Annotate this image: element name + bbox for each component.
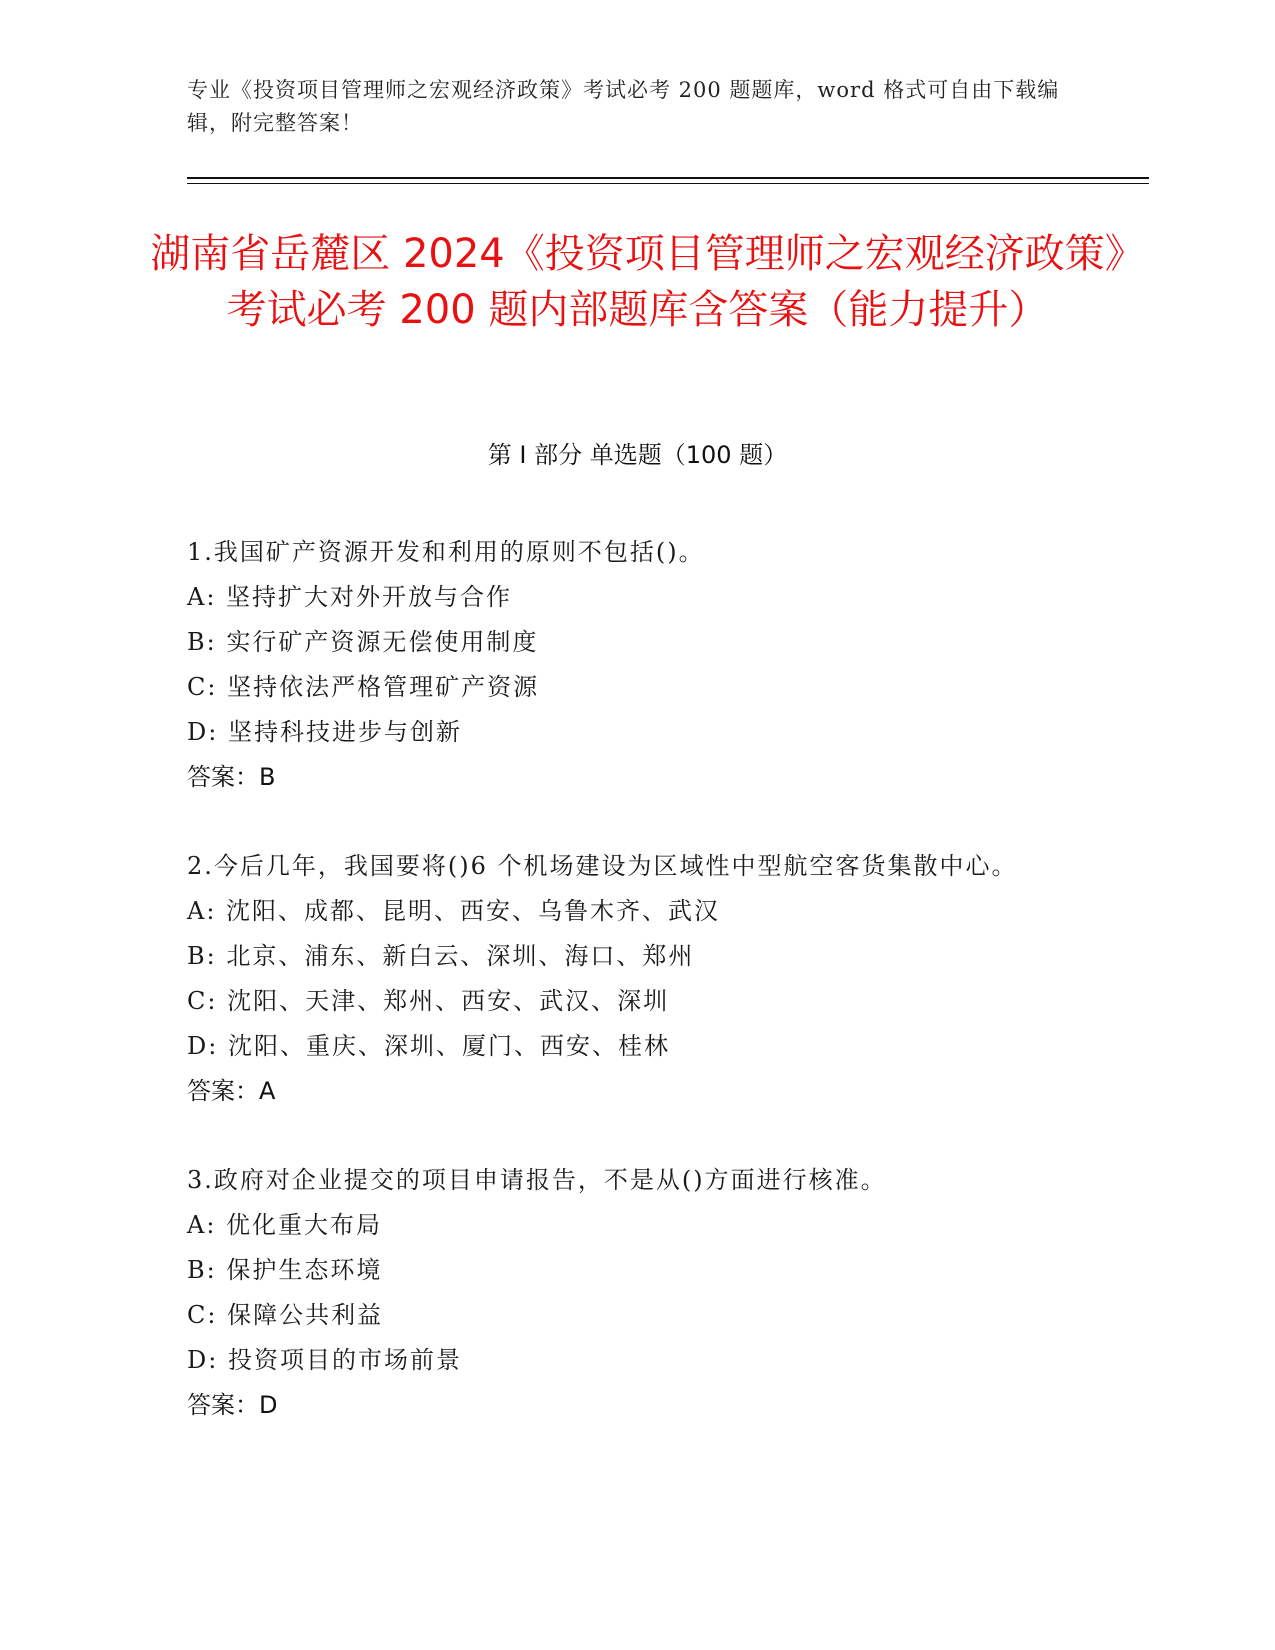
question-stem: 2.今后几年，我国要将()6 个机场建设为区域性中型航空客货集散中心。 xyxy=(187,852,1018,880)
option-a: A: 优化重大布局 xyxy=(187,1211,383,1239)
option-b: B: 保护生态环境 xyxy=(187,1256,383,1284)
answer: 答案：D xyxy=(187,1391,278,1419)
option-c: C: 保障公共利益 xyxy=(187,1301,384,1329)
question-stem: 1.我国矿产资源开发和利用的原则不包括()。 xyxy=(187,538,705,566)
document-title: 湖南省岳麓区 2024《投资项目管理师之宏观经济政策》考试必考 200 题内部题库含答案（能力提升） xyxy=(150,231,1125,333)
header-note: 专业《投资项目管理师之宏观经济政策》考试必考 200 题题库，word 格式可自由下载编辑，附完整答案！ xyxy=(187,78,1060,135)
section-title: 第 I 部分 单选题（100 题） xyxy=(487,441,788,469)
question-stem: 3.政府对企业提交的项目申请报告，不是从()方面进行核准。 xyxy=(187,1166,887,1194)
option-a: A: 坚持扩大对外开放与合作 xyxy=(187,583,513,611)
answer: 答案：A xyxy=(187,1077,276,1105)
question-3 xyxy=(187,1158,1087,1428)
option-b: B: 北京、浦东、新白云、深圳、海口、郑州 xyxy=(187,942,695,970)
question-list xyxy=(187,530,1087,1472)
option-d: D: 沈阳、重庆、深圳、厦门、西安、桂林 xyxy=(187,1032,670,1060)
option-c: C: 坚持依法严格管理矿产资源 xyxy=(187,673,540,701)
option-d: D: 投资项目的市场前景 xyxy=(187,1346,462,1374)
option-a: A: 沈阳、成都、昆明、西安、乌鲁木齐、武汉 xyxy=(187,897,721,925)
option-c: C: 沈阳、天津、郑州、西安、武汉、深圳 xyxy=(187,987,670,1015)
option-d: D: 坚持科技进步与创新 xyxy=(187,718,462,746)
header-divider-thick xyxy=(187,177,1149,179)
header-divider-thin xyxy=(187,183,1149,184)
answer: 答案：B xyxy=(187,763,276,791)
question-2 xyxy=(187,844,1087,1114)
question-1 xyxy=(187,530,1087,800)
option-b: B: 实行矿产资源无偿使用制度 xyxy=(187,628,539,656)
